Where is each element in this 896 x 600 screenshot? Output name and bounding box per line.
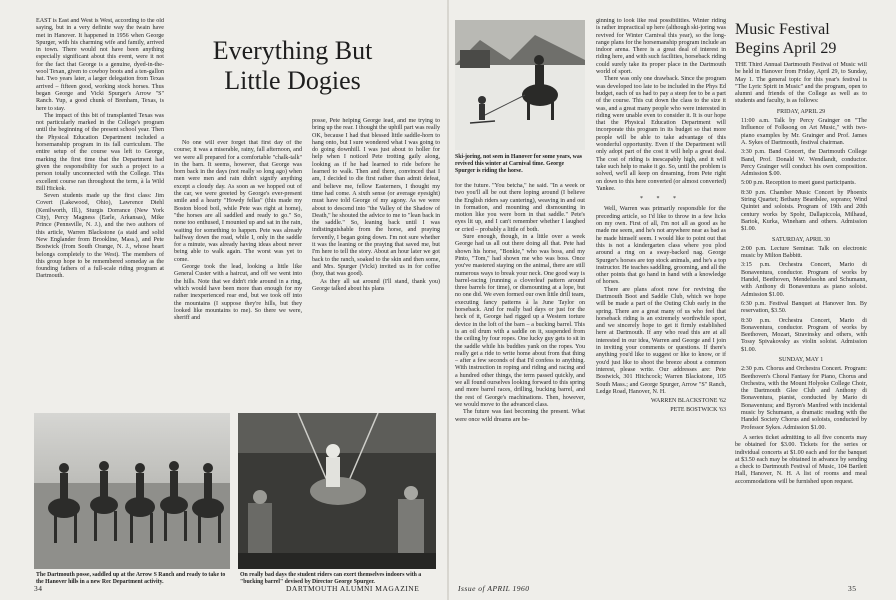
left-column-1 <box>36 18 164 413</box>
photo2-caption: On really bad days the student riders can exert themselves indoors with a "bucking barrel" devised by Director George Spurger. <box>240 572 422 585</box>
page-gutter <box>447 0 449 600</box>
schedule-day-heading: FRIDAY, APRIL 29 <box>776 108 826 115</box>
bucking-barrel-photo-image <box>238 413 436 569</box>
left-col3-paragraph: As they all sat around (I'll stand, thank you) George talked about his plans <box>312 278 440 292</box>
photo-riders-posse <box>34 413 230 569</box>
photo1-caption: The Dartmouth posse, saddled up at the Arrow S Ranch and ready to take to the Hanover hills in a new Rec Department activity. <box>36 572 226 585</box>
schedule-event: 3:15 p.m. Orchestra Concert, Mario di Bonaventura, conductor. Program of works by Handel, Beethoven, Mendelssohn and Schumann, with Anthony di Bonaventura as piano soloist. Admission $1.00. <box>741 262 867 298</box>
right-column-2-text <box>596 18 726 415</box>
schedule-event: 8:30 p.m. Orchestra Concert, Mario di Bonaventura, conductor. Program of works by Beethoven, Mozart, Stravinsky and others, with Tossy Spivakovsky as violin soloist. Admission $1.00. <box>741 317 867 353</box>
schedule-event: 2:00 p.m. Lecture Seminar. Talk on electronic music by Milton Babbitt. <box>741 245 867 260</box>
left-col1-paragraph: EAST is East and West is West, according to the old saying, but in a very definite way the twain have met in Hanover. It happened in 1956 when George Spurger, with his charming wife and family, arrived in town. There would not have been anything especially significant about this event, were it not for the fact that George is a genuine, dyed-in-the-wool Texan, given to cowboy boots and a ten-gallon hat. Two years later, a larger delegation from Texas arrived – fifteen good, working stock horses. Thus began George and Vicki Spurger's Arrow "S" Ranch. Yup, a good chunk of Brenham, Texas, is here to stay. <box>36 18 164 112</box>
schedule-event: 11:00 a.m. Talk by Percy Grainger on "The Influence of Folksong on Art Music," with two-piano examples by Mr. Grainger and Prof. James A. Sykes of Dartmouth, festival chairman. <box>741 118 867 146</box>
author-signature: WARREN BLACKSTONE '62 <box>651 398 726 405</box>
ski-joring-photo-image <box>455 20 585 150</box>
right-page-number: 35 <box>848 584 857 593</box>
magazine-name: DARTMOUTH ALUMNI MAGAZINE <box>286 584 420 593</box>
right-column-1 <box>455 183 585 578</box>
right-col1-paragraph: The future was fast becoming the present. What were once wild dreams are be- <box>455 409 585 423</box>
right-col1-paragraph: Sure enough, though, in a little over a week George had us all out there doing all that. Pete had shown his horse, "Bonkie," who was boss, and my Pinto, "Tom," had shown me who was boss. Once you've mastered staying on the animal, there are still numerous ways to break your neck. One good way is barrel-racing (running a cloverleaf pattern around three barrels for time), or dismounting at a lope, but no one did. We even formed our own little drill team, executing fancy patterns à la June Taylor on horseback. And for really bad days or just for the heck of it, George had rigged up a Western torture device in the loft of the barn – a bucking barrel. This is an oil drum with a saddle on it, suspended from the ceiling by four ropes. One lucky guy gets to sit in the saddle while his buddies yank on the ropes. You really get a ride to write home about from that thing – after a few seconds of that I'd confess to anything. With instruction in roping and riding and racing and a hundred other things, the term passed quickly, and we all found ourselves looking forward to this spring and more barrel races, drilling, bucking barrel, and the rest of George's machinations. Then, however, we would move to the advanced class. <box>455 234 585 408</box>
photo-ski-joring <box>455 20 585 150</box>
photo3-caption: Ski-joring, not seen in Hanover for some years, was revived this winter at Carnival time. George Spurger is riding the horse. <box>455 154 582 174</box>
right-col2-paragraph: ginning to look like real possibilities. Winter riding is rather impractical up here (although ski-joring was revived for Winter Carnival this year), so the long-range plans for the horsemanship program include an indoor arena. There is a great deal of interest in riding here, and with such facilities, horseback riding could surely take its proper place in the Dartmouth world of sport. <box>596 18 726 76</box>
schedule-event: 3:30 p.m. Band Concert, the Dartmouth College Band, Prof. Donald W. Wendlandt, conductor. Percy Grainger will conduct his own composition. Admission $.00. <box>741 149 867 178</box>
author-signature: PETE BOSTWICK '63 <box>670 407 726 414</box>
section-separator: * * * <box>640 196 682 203</box>
right-col1-paragraph: for the future. "You betcha," he said. "In a week or two you'll all be out there loping around (I believe the English riders say cantering), weaving in and out in formation, and mounting and dismounting in motion like you were born in that saddle." Pete's eyes lit up, and I can't remember whether I laughed or cried – probably a little of both. <box>455 183 585 233</box>
right-col2-paragraph: There was only one drawback. Since the program was developed too late to be included in the Phys Ed budget, each of us had to pay a steep fee to be a part of the course. This cut down the class to the size it was, and a great many people who were interested in riding were unable even to consider it. It is our hope that the Physical Education Department will incorporate this program in its budget so that more people will be able to take advantage of this wonderful opportunity. Even if the Department will only adopt part of the cost it will help a great deal. The cost of riding is inescapably high, and it will take such help to make it go. So, until the problem is solved, we'll all keep on dreaming, from Pete right on down to this here converted (or almost converted) Yankee. <box>596 76 726 192</box>
left-column-3 <box>312 118 440 412</box>
festival-ticket-info: A series ticket admitting to all five concerts may be obtained for $3.00. Tickets for the series or individual concerts at $1.00 each and for the banquet at $3.50 each may be obtained in advance by sending a check to Dartmouth Festival of Music, 104 Bartlett Hall, Hanover, N. H. A list of rooms and meal accommodations will be furnished upon request. <box>735 434 867 485</box>
schedule-event: 2:30 p.m. Chorus and Orchestra Concert. Program: Beethoven's Choral Fantasy for Piano, Chorus and Orchestra, with the Mount Holyoke College Choir, the Dartmouth Glee Club and Anthony di Bonaventura, pianist, conducted by Mario di Bonaventura; and Byron's Manfred with incidental music by Schumann, a dramatic reading with the Handel Society Chorus and soloists, conducted by Professor Sykes. Admission $1.00. <box>741 366 867 431</box>
schedule-day-heading: SATURDAY, APRIL 30 <box>772 236 830 243</box>
riders-photo-image <box>34 413 230 569</box>
article-title: Everything But Little Dogies <box>212 36 373 95</box>
festival-intro-paragraph: THE Third Annual Dartmouth Festival of Music will be held in Hanover from Friday, April 29, to Sunday, May 1. The general topic for this year's festival is "The Lyric Spirit in Music" and the program, open to alumni and friends of the College as well as to students and faculty, is as follows: <box>735 62 867 105</box>
left-column-2 <box>174 140 302 412</box>
photo-bucking-barrel <box>238 413 436 569</box>
schedule-event: 6:30 p.m. Festival Banquet at Hanover Inn. By reservation, $3.50. <box>741 300 867 315</box>
schedule-event: 8:30 p.m. Chamber Music Concert by Phoenix String Quartet; Bethany Beardslee, soprano; Wind Quintet and soloists. Program of 19th and 20th century works by Spohr, Dallapiccola, Milhaud, Bartok, Kurka, Wineham and others. Admission $1.00. <box>741 189 867 233</box>
festival-column <box>735 62 867 562</box>
schedule-day-heading: SUNDAY, MAY 1 <box>778 356 824 363</box>
right-column-2 <box>596 18 726 563</box>
left-col2-paragraph: No one will ever forget that first day of the course; it was a miserable, rainy, fall afternoon, and we were all prepared for a comfortable "chalk-talk" in the barn. It seems, however, that George was born back in the days (not really so long ago) when men were men and rain didn't signify anything except a cloudy day. As soon as we hopped out of the car, we were greeted by George's ever-present smile and a hearty "Howdy fellas" (this made my Boston blood boil, while Pete was right at home), "the horses are all saddled and ready to go." So, none too enthused, I mounted up and sat in the rain, waiting for something to happen. Pete was already halfway down the road, while I, only in the saddle for a minute, was already having ideas about never being able to walk again. The worst was yet to come. <box>174 140 302 263</box>
left-col2-paragraph: George took the lead, looking a little like General Custer with a haircut, and off we went into the hills. Note that we didn't ride around in a ring, which would have been more than enough for my rather inexperienced rear end, but we took off into the mountains (I suppose they're hills, but they looked like mountains to me). So there we were, sheriff and <box>174 264 302 322</box>
festival-title: Music Festival Begins April 29 <box>735 21 837 57</box>
left-col1-paragraph: The impact of this bit of transplanted Texas was not particularly marked in the College's program until the beginning of the present school year. Then the Physical Education Department included a horsemanship program in its fall curriculum. The entire setup of the course was left to George, marking the first time that the Department had given the responsibility for such a project to a person totally unconnected with the College. This excellent course ran throughout the term, à la Wild Bill Hickok. <box>36 112 164 192</box>
right-col2-paragraph: There are plans afoot now for reviving the Dartmouth Boot and Saddle Club, which we hope will be made a part of the Outing Club early in the spring. There are a great many of us who feel that horseback riding is an extremely worthwhile sport, and we sincerely hope to get it firmly established here at Dartmouth. If any who read this are at all interested in our idea, Warren and George and I join in inviting your comments or questions. If there's anything you'd like to suggest or like to know, or if you'd just like to shoot the breeze about a common interest, please write. Our addresses are: Pete Bostwick, 301 Hitchcock; Warren Blackstone, 105 South Mass.; and George Spurger, Arrow "S" Ranch, Ledge Road, Hanover, N. H. <box>596 286 726 395</box>
left-page-number: 34 <box>34 584 43 593</box>
left-col3-paragraph: posse, Pete helping George lead, and me trying to bring up the rear. I thought the uphill part was really OK, because I had that blessed little saddle-horn to hang onto, but I sure wondered what I was going to do going downhill. I was just about to holler for help when I noticed Pete trotting gaily along, looking as if he had learned to ride before he learned to walk. Then and there, convinced that I am, I decided to die first rather than admit defeat, and believe me, fellow Easterners, I thought my time had come. A sixth sense (or average eyesight) must have told George of my agony. As we were about to descend into "the Valley of the Shadow of Death," he shouted the advice to me to "lean back in the saddle." So, leaning back until I was indistinguishable from the horse, and praying fervently, I began going down. I'm not sure whether it was the leaning or the praying that saved me, but I'm here to tell the story. About an hour later we got back to the ranch, soaked to the skin and then some, and Mrs. Spurger (Vicki) invited us in for coffee (boy, that was good). <box>312 118 440 278</box>
left-col1-paragraph: Seven students made up the first class: Jim Covert (Lakewood, Ohio), Lawrence Diehl (Kenilworth, Ill.), Sturgis Dorrance (New York City), Percy Magness (Earle, Arkansas), Mike Prince (Pennsville, N. J.), and the two authors of this article, Warren Blackstone (a staid and solid New Englander from Brookline, Mass.), and Pete Bostwick (from South Orange, N. J., whose heart belongs completely to the West). The members of this group hope to be remembered someday as the founding fathers of a full-scale riding program at Dartmouth. <box>36 193 164 280</box>
schedule-event: 5:00 p.m. Reception to meet guest participants. <box>741 180 856 187</box>
issue-date: Issue of APRIL 1960 <box>458 584 530 593</box>
right-col2-paragraph: Well, Warren was primarily responsible for the preceding article, so I'd like to throw in a few licks on my own. First of all, I'm not all as good as he made me seem, and he's not anywhere near as bad as he made himself seem. I would like to point out that this is not a kindergarten class where you plod around a ring on a sway-backed nag. George Spurger's horses are top stock animals, and he's a top instructor. He teaches saddling, grooming, and all the other points that go hand in hand with a knowledge of horses. <box>596 206 726 286</box>
